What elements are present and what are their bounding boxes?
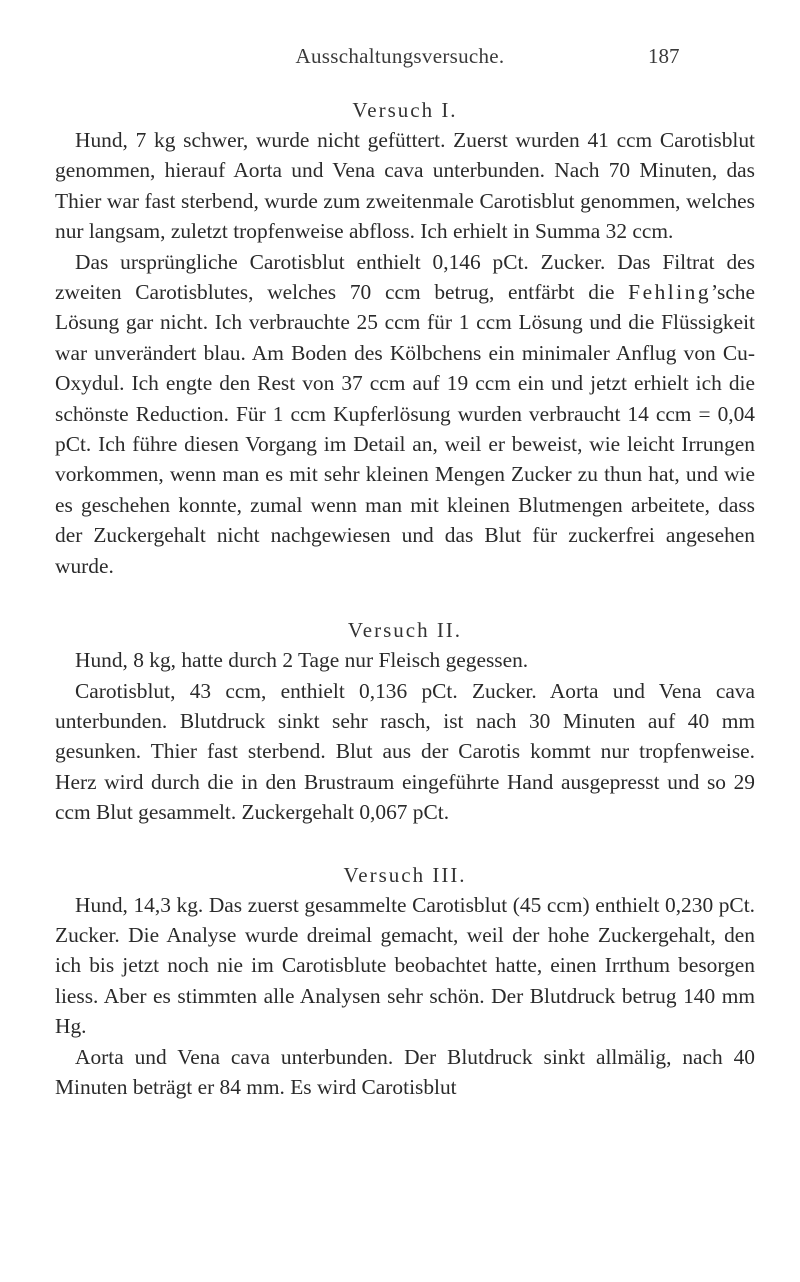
paragraph-text: ’sche Lösung gar nicht. Ich verbrauchte 25 ccm für 1 ccm Lösung und die Flüssigkeit war unverändert blau. Am Boden des Kölbchens ein minimaler Anflug von Cu-Oxydul. Ich engte den Rest von 37 ccm auf 19 ccm ein und jetzt erhielt ich die schönste Reduction. Für 1 ccm Kupferlösung wurden verbraucht 14 ccm = 0,04 pCt. Ich führe diesen Vorgang im Detail an, weil er beweist, wie leicht Irrungen vorkommen, wenn man es mit sehr kleinen Mengen Zucker zu thun hat, und wie es geschehen konnte, zumal wenn man mit kleinen Blutmengen arbeitete, dass der Zuckergehalt nicht nachgewiesen und das Blut für zuckerfrei angesehen wurde. — [55, 280, 755, 578]
body-text — [55, 95, 755, 1102]
paragraph — [55, 645, 755, 675]
running-head — [0, 44, 800, 74]
section-heading: Versuch III. — [343, 862, 467, 887]
section-versuch-2 — [55, 615, 755, 827]
paragraph — [55, 247, 755, 581]
spaced-name: Fehling — [628, 280, 712, 305]
paragraph — [55, 676, 755, 828]
section-versuch-3 — [55, 860, 755, 1103]
paragraph-text: Hund, 14,3 kg. Das zuerst gesammelte Carotisblut (45 ccm) enthielt 0,230 pCt. Zucker. Die Analyse wurde dreimal gemacht, weil der hohe Zuckergehalt, den ich bis jetzt noch nie im Carotisblute beobachtet hatte, einen Irrthum besorgen liess. Aber es stimmten alle Analysen sehr schön. Der Blutdruck betrug 140 mm Hg. — [55, 892, 755, 1039]
paragraph-text: Aorta und Vena cava unterbunden. Der Blutdruck sinkt allmälig, nach 40 Minuten beträgt er 84 mm. Es wird Carotisblut — [55, 1044, 755, 1099]
page-number: 187 — [648, 44, 680, 68]
paragraph-text: Carotisblut, 43 ccm, enthielt 0,136 pCt. Zucker. Aorta und Vena cava unterbunden. Blutdruck sinkt sehr rasch, ist nach 30 Minuten auf 40 mm gesunken. Thier fast sterbend. Blut aus der Carotis kommt nur tropfenweise. Herz wird durch die in den Brustraum eingeführte Hand ausgepresst und so 29 ccm Blut gesammelt. Zuckergehalt 0,067 pCt. — [55, 678, 755, 825]
section-heading: Versuch II. — [347, 618, 463, 643]
paragraph-text: Hund, 8 kg, hatte durch 2 Tage nur Fleisch gegessen. — [75, 648, 529, 673]
running-title: Ausschaltungsversuche. — [295, 44, 505, 68]
paragraph-text: Das ursprüngliche Carotisblut enthielt 0,146 pCt. Zucker. Das Filtrat des zweiten Carotisblutes, welches 70 ccm betrug, entfärbt die — [55, 249, 755, 305]
paragraph-text: Hund, 7 kg schwer, wurde nicht gefüttert. Zuerst wurden 41 ccm Carotisblut genommen, hierauf Aorta und Vena cava unterbunden. Nach 70 Minuten, das Thier war fast sterbend, wurde zum zweitenmale Carotisblut genommen, welches nur langsam, zuletzt tropfenweise abfloss. Ich erhielt in Summa 32 ccm. — [55, 128, 755, 244]
paragraph — [55, 1042, 755, 1103]
paragraph — [55, 125, 755, 247]
section-versuch-1 — [55, 95, 755, 581]
section-heading: Versuch I. — [352, 98, 458, 122]
paragraph — [55, 890, 755, 1042]
